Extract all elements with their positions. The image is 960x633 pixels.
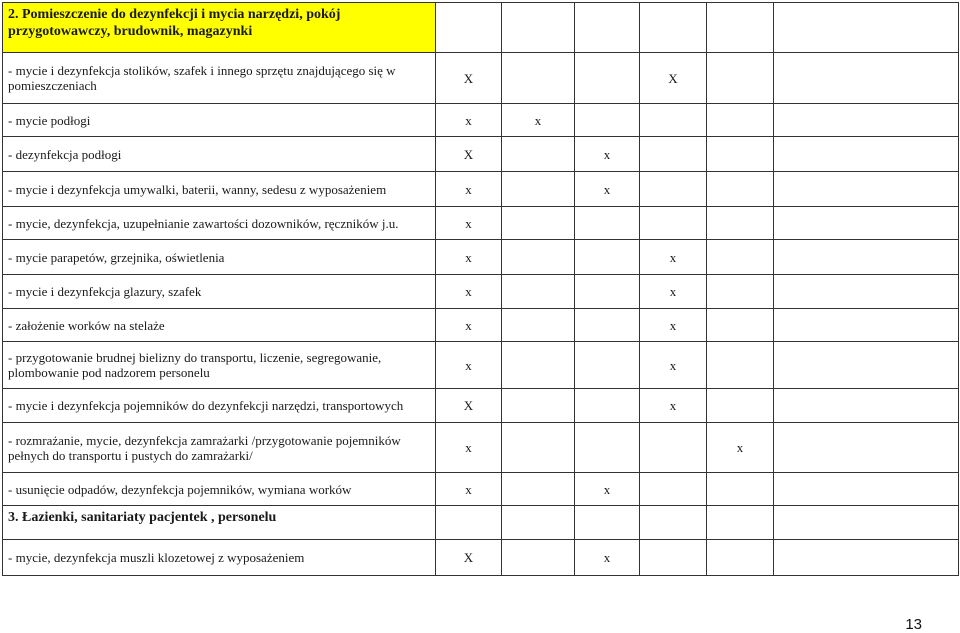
frequency-mark-col5 (707, 137, 774, 172)
frequency-mark-col2 (502, 309, 575, 342)
frequency-mark-col5 (707, 172, 774, 207)
frequency-mark-col3 (575, 423, 640, 473)
notes-cell (774, 309, 959, 342)
frequency-mark-col2 (502, 540, 575, 576)
frequency-mark-col4 (640, 137, 707, 172)
notes-cell (774, 423, 959, 473)
section-header-row (3, 3, 959, 53)
task-label: - mycie podłogi (3, 104, 436, 137)
frequency-mark-col1: x (436, 104, 502, 137)
notes-cell (774, 104, 959, 137)
table-row (3, 104, 959, 137)
table-row (3, 240, 959, 275)
frequency-mark-col3 (575, 104, 640, 137)
frequency-mark-col1: x (436, 240, 502, 275)
empty-cell (707, 506, 774, 540)
frequency-mark-col1: x (436, 275, 502, 309)
notes-cell (774, 53, 959, 104)
frequency-mark-col2 (502, 53, 575, 104)
frequency-mark-col1: x (436, 207, 502, 240)
task-label: - założenie worków na stelaże (3, 309, 436, 342)
frequency-mark-col4: x (640, 389, 707, 423)
page-number: 13 (905, 616, 922, 633)
frequency-mark-col1: X (436, 540, 502, 576)
task-label: - rozmrażanie, mycie, dezynfekcja zamrażarki /przygotowanie pojemników pełnych do transportu i pustych do zamrażarki/ (3, 423, 436, 473)
frequency-mark-col3 (575, 275, 640, 309)
frequency-mark-col3 (575, 389, 640, 423)
notes-cell (774, 389, 959, 423)
frequency-mark-col1: x (436, 473, 502, 506)
frequency-mark-col4: x (640, 342, 707, 389)
empty-cell (575, 506, 640, 540)
table-row (3, 342, 959, 389)
empty-cell (436, 506, 502, 540)
notes-cell (774, 137, 959, 172)
frequency-mark-col3: x (575, 540, 640, 576)
frequency-mark-col2: x (502, 104, 575, 137)
notes-cell (774, 240, 959, 275)
frequency-mark-col5 (707, 540, 774, 576)
empty-cell (640, 506, 707, 540)
notes-cell (774, 473, 959, 506)
table-row (3, 309, 959, 342)
frequency-mark-col2 (502, 389, 575, 423)
frequency-mark-col4 (640, 423, 707, 473)
frequency-mark-col4 (640, 207, 707, 240)
frequency-mark-col4 (640, 540, 707, 576)
frequency-mark-col4 (640, 172, 707, 207)
empty-cell (436, 3, 502, 53)
table-row (3, 275, 959, 309)
frequency-mark-col2 (502, 207, 575, 240)
frequency-mark-col5 (707, 104, 774, 137)
table-row (3, 53, 959, 104)
task-label: - usunięcie odpadów, dezynfekcja pojemników, wymiana worków (3, 473, 436, 506)
frequency-mark-col5: x (707, 423, 774, 473)
frequency-mark-col2 (502, 172, 575, 207)
table-row (3, 423, 959, 473)
empty-cell (575, 3, 640, 53)
cleaning-schedule-table (2, 2, 959, 576)
frequency-mark-col4: X (640, 53, 707, 104)
frequency-mark-col2 (502, 240, 575, 275)
frequency-mark-col4 (640, 104, 707, 137)
task-label: - mycie parapetów, grzejnika, oświetlenia (3, 240, 436, 275)
empty-cell (502, 506, 575, 540)
frequency-mark-col2 (502, 342, 575, 389)
frequency-mark-col3: x (575, 172, 640, 207)
frequency-mark-col4 (640, 473, 707, 506)
frequency-mark-col1: x (436, 342, 502, 389)
notes-cell (774, 342, 959, 389)
frequency-mark-col2 (502, 473, 575, 506)
frequency-mark-col5 (707, 207, 774, 240)
task-label: - mycie, dezynfekcja muszli klozetowej z wyposażeniem (3, 540, 436, 576)
table-row (3, 137, 959, 172)
task-label: - mycie i dezynfekcja stolików, szafek i innego sprzętu znajdującego się w pomieszczeniach (3, 53, 436, 104)
frequency-mark-col1: x (436, 309, 502, 342)
empty-cell (774, 506, 959, 540)
table-body (3, 3, 959, 576)
notes-cell (774, 275, 959, 309)
section-header-row (3, 506, 959, 540)
frequency-mark-col1: X (436, 389, 502, 423)
frequency-mark-col3 (575, 53, 640, 104)
frequency-mark-col3 (575, 342, 640, 389)
task-label: - dezynfekcja podłogi (3, 137, 436, 172)
frequency-mark-col1: x (436, 423, 502, 473)
frequency-mark-col3 (575, 240, 640, 275)
task-label: - mycie i dezynfekcja umywalki, baterii, wanny, sedesu z wyposażeniem (3, 172, 436, 207)
empty-cell (502, 3, 575, 53)
empty-cell (640, 3, 707, 53)
frequency-mark-col2 (502, 275, 575, 309)
task-label: - mycie, dezynfekcja, uzupełnianie zawartości dozowników, ręczników j.u. (3, 207, 436, 240)
frequency-mark-col4: x (640, 240, 707, 275)
table-row (3, 172, 959, 207)
table-row (3, 389, 959, 423)
frequency-mark-col1: x (436, 172, 502, 207)
frequency-mark-col3 (575, 309, 640, 342)
frequency-mark-col4: x (640, 275, 707, 309)
notes-cell (774, 172, 959, 207)
frequency-mark-col3 (575, 207, 640, 240)
section-title: 3. Łazienki, sanitariaty pacjentek , personelu (3, 506, 436, 540)
frequency-mark-col5 (707, 473, 774, 506)
table-row (3, 473, 959, 506)
frequency-mark-col5 (707, 240, 774, 275)
frequency-mark-col5 (707, 53, 774, 104)
frequency-mark-col5 (707, 309, 774, 342)
frequency-mark-col5 (707, 342, 774, 389)
section-title: 2. Pomieszczenie do dezynfekcji i mycia narzędzi, pokój przygotowawczy, brudownik, magazynki (3, 3, 436, 53)
frequency-mark-col5 (707, 389, 774, 423)
frequency-mark-col2 (502, 137, 575, 172)
frequency-mark-col2 (502, 423, 575, 473)
table-row (3, 540, 959, 576)
frequency-mark-col1: X (436, 137, 502, 172)
frequency-mark-col5 (707, 275, 774, 309)
empty-cell (774, 3, 959, 53)
frequency-mark-col3: x (575, 137, 640, 172)
task-label: - mycie i dezynfekcja pojemników do dezynfekcji narzędzi, transportowych (3, 389, 436, 423)
table-row (3, 207, 959, 240)
frequency-mark-col3: x (575, 473, 640, 506)
notes-cell (774, 207, 959, 240)
task-label: - mycie i dezynfekcja glazury, szafek (3, 275, 436, 309)
frequency-mark-col4: x (640, 309, 707, 342)
frequency-mark-col1: X (436, 53, 502, 104)
task-label: - przygotowanie brudnej bielizny do transportu, liczenie, segregowanie, plombowanie pod nadzorem personelu (3, 342, 436, 389)
empty-cell (707, 3, 774, 53)
notes-cell (774, 540, 959, 576)
